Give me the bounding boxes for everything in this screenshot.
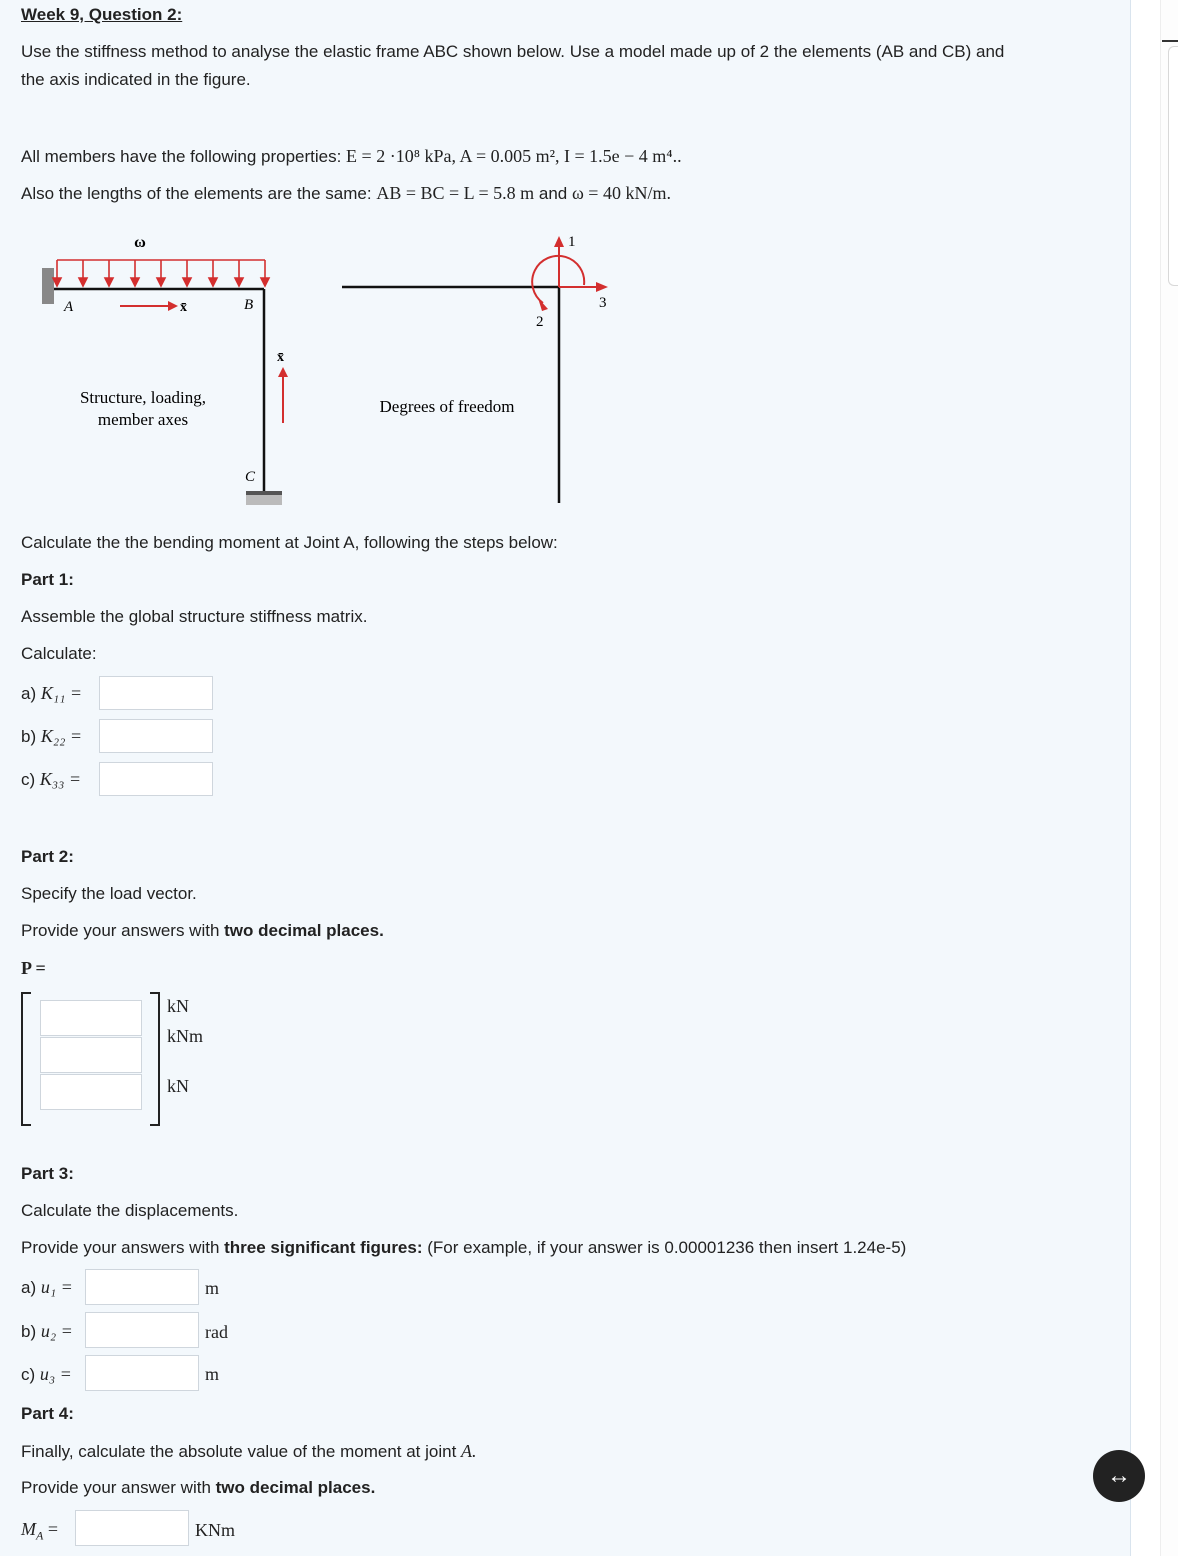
ma-subscript: A <box>36 1528 44 1543</box>
distributed-load <box>53 260 269 286</box>
caption-dof: Degrees of freedom <box>379 397 515 416</box>
u1-label <box>21 1276 73 1299</box>
dof-1-label: 1 <box>568 234 576 250</box>
u3-prefix: c) <box>21 1365 40 1384</box>
u3-math: u₃ = <box>39 1364 72 1384</box>
part1-text: Assemble the global structure stiffness matrix. <box>21 607 368 626</box>
dof-1-arrowhead <box>554 236 564 247</box>
properties-math: E = 2 ·10⁸ kPa, A = 0.005 m², I = 1.5e − 4 m⁴.. <box>346 146 682 166</box>
ma-input[interactable] <box>75 1510 189 1546</box>
lengths-line <box>21 182 671 205</box>
p3-input[interactable] <box>40 1074 142 1110</box>
ma-symbol: M <box>21 1519 36 1539</box>
lengths-prefix: Also the lengths of the elements are the same: <box>21 184 377 203</box>
part1-calc: Calculate: <box>21 644 97 663</box>
question-title: Week 9, Question 2: <box>21 5 183 24</box>
u3-unit: m <box>205 1364 220 1384</box>
dof-diagram <box>342 234 608 503</box>
k22-label <box>21 725 82 748</box>
part4-text-prefix: Finally, calculate the absolute value of the moment at joint <box>21 1442 462 1461</box>
u1-prefix: a) <box>21 1278 41 1297</box>
ma-unit: KNm <box>195 1520 235 1540</box>
part2-text: Specify the load vector. <box>21 884 197 903</box>
axis-label-ab: x̄ <box>180 300 187 315</box>
caption-structure-line-2: member axes <box>97 410 189 429</box>
k33-prefix: c) <box>21 770 40 789</box>
u1-math: u₁ = <box>40 1277 73 1297</box>
u2-input[interactable] <box>85 1312 199 1348</box>
structure-diagram <box>42 234 288 505</box>
matrix-bracket-right <box>150 992 160 1126</box>
u2-unit: rad <box>205 1322 228 1342</box>
joint-b-label: B <box>244 297 254 313</box>
part4-precision <box>21 1477 375 1499</box>
part3-heading: Part 3: <box>21 1164 74 1183</box>
k22-input[interactable] <box>99 719 213 753</box>
axis-label-cb: x̄ <box>277 350 284 365</box>
p2-unit: kNm <box>167 1026 203 1046</box>
scrollbar-marker <box>1162 40 1178 42</box>
ma-equals: = <box>43 1519 58 1539</box>
p3-unit: kN <box>167 1076 189 1096</box>
k11-math: K₁₁ = <box>40 683 83 703</box>
part2-heading: Part 2: <box>21 847 74 866</box>
dof-2-label: 2 <box>536 314 544 330</box>
dof-3-arrowhead <box>596 282 608 292</box>
part3-text: Calculate the displacements. <box>21 1201 239 1220</box>
load-intensity-math: ω = 40 kN/m. <box>571 183 671 203</box>
u1-input[interactable] <box>85 1269 199 1305</box>
dof-3-label: 3 <box>599 295 607 311</box>
part2-precision-bold: two decimal places. <box>224 921 384 940</box>
axis-arrowhead-ab <box>168 301 178 311</box>
k22-math: K₂₂ = <box>40 726 83 746</box>
k33-label <box>21 768 81 791</box>
k33-input[interactable] <box>99 762 213 796</box>
load-symbol: ω <box>134 234 146 251</box>
joint-c-label: C <box>245 469 256 485</box>
part4-heading: Part 4: <box>21 1404 74 1423</box>
part4-precision-bold: two decimal places. <box>215 1478 376 1497</box>
frame-figure <box>0 225 700 525</box>
k33-math: K₃₃ = <box>39 769 82 789</box>
part4-text <box>21 1440 477 1463</box>
part3-precision-bold: three significant figures: <box>224 1238 423 1257</box>
k22-prefix: b) <box>21 727 41 746</box>
part2-precision-prefix: Provide your answers with <box>21 921 225 940</box>
properties-prefix: All members have the following properties: <box>21 147 347 166</box>
expand-icon[interactable]: ↔ <box>1093 1450 1145 1502</box>
p1-unit: kN <box>167 996 189 1016</box>
part3-precision-suffix: (For example, if your answer is 0.00001236 then insert 1.24e-5) <box>422 1238 907 1257</box>
u3-input[interactable] <box>85 1355 199 1391</box>
intro-line-2: the axis indicated in the figure. <box>21 70 251 89</box>
part4-text-math: A. <box>461 1441 477 1461</box>
scrollbar-thumb[interactable] <box>1168 46 1178 286</box>
fixed-support-c <box>246 495 282 505</box>
u2-prefix: b) <box>21 1322 41 1341</box>
part2-precision <box>21 920 384 942</box>
lengths-math: AB = BC = L = 5.8 m <box>376 183 535 203</box>
k11-prefix: a) <box>21 684 41 703</box>
fixed-support-c-top <box>246 491 282 495</box>
part4-precision-prefix: Provide your answer with <box>21 1478 216 1497</box>
u2-label <box>21 1320 73 1343</box>
joint-a-label: A <box>64 299 74 315</box>
u3-label <box>21 1363 72 1386</box>
k11-input[interactable] <box>99 676 213 710</box>
p1-input[interactable] <box>40 1000 142 1036</box>
lengths-and: and <box>534 184 572 203</box>
k11-label <box>21 682 82 705</box>
ma-label <box>21 1518 58 1547</box>
u2-math: u₂ = <box>40 1321 73 1341</box>
part3-precision <box>21 1237 906 1259</box>
fixed-support-a <box>42 268 54 304</box>
load-vector-label: P = <box>21 958 46 978</box>
instructions: Calculate the the bending moment at Joint A, following the steps below: <box>21 533 558 552</box>
axis-arrowhead-cb <box>278 367 288 377</box>
matrix-bracket-left <box>21 992 31 1126</box>
intro-line-1: Use the stiffness method to analyse the elastic frame ABC shown below. Use a model made up of 2 the elements (AB and CB) and <box>21 42 1005 61</box>
dof-2-arrowhead <box>538 298 548 311</box>
part1-heading: Part 1: <box>21 570 74 589</box>
properties-line <box>21 145 682 168</box>
u1-unit: m <box>205 1278 220 1298</box>
caption-structure-line-1: Structure, loading, <box>79 388 207 407</box>
part3-precision-prefix: Provide your answers with <box>21 1238 225 1257</box>
p2-input[interactable] <box>40 1037 142 1073</box>
